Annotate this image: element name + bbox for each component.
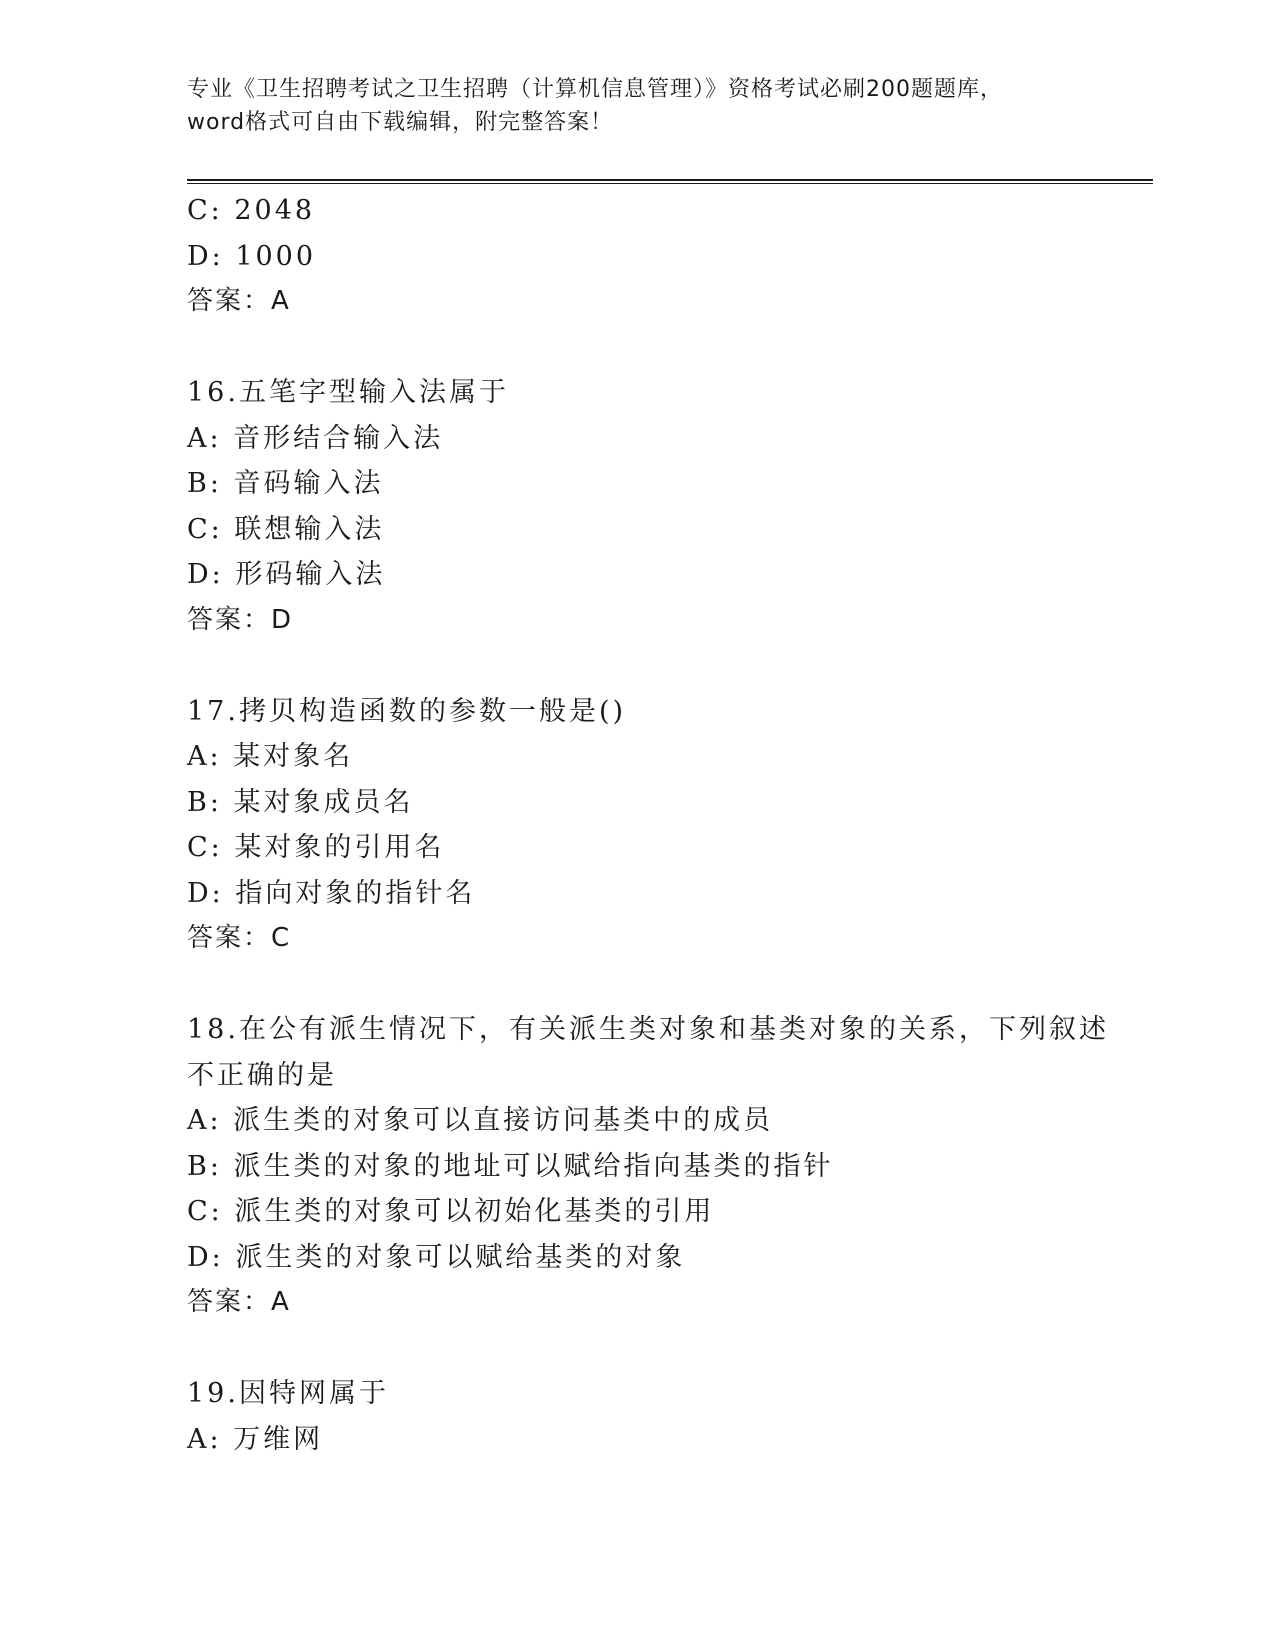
header-divider-thin	[187, 183, 1153, 184]
option-d: D: 1000	[187, 240, 317, 272]
question-17-text: 17.拷贝构造函数的参数一般是()	[187, 695, 627, 727]
question-list	[187, 188, 1127, 1462]
option-c: C: 2048	[187, 195, 316, 226]
option-a: A: 万维网	[187, 1423, 324, 1455]
option-b: B: 某对象成员名	[187, 786, 414, 818]
option-d: D: 指向对象的指针名	[187, 877, 476, 909]
answer-line: 答案：C	[187, 923, 292, 953]
option-a: A: 音形结合输入法	[187, 422, 444, 454]
option-a: A: 派生类的对象可以直接访问基类中的成员	[187, 1105, 774, 1136]
spacer	[187, 962, 1127, 1008]
answer-line: 答案：A	[187, 286, 291, 316]
option-c: C: 派生类的对象可以初始化基类的引用	[187, 1196, 715, 1227]
option-b: B: 音码输入法	[187, 468, 384, 499]
question-16-text: 16.五笔字型输入法属于	[187, 377, 509, 408]
header-title-line-1: 专业《卫生招聘考试之卫生招聘（计算机信息管理）》资格考试必刷200题题库，	[187, 77, 1003, 102]
answer-line: 答案：D	[187, 604, 294, 635]
header-title-line-2: word格式可自由下载编辑，附完整答案！	[187, 110, 614, 135]
question-18-text-line-2: 不正确的是	[187, 1059, 337, 1091]
option-c: C: 联想输入法	[187, 513, 385, 545]
spacer	[187, 1326, 1127, 1372]
header-divider-thick	[187, 179, 1153, 181]
document-header	[187, 73, 1087, 139]
question-18-text-line-1: 18.在公有派生情况下，有关派生类对象和基类对象的关系，下列叙述	[187, 1014, 1109, 1045]
option-a: A: 某对象名	[187, 741, 354, 772]
option-d: D: 派生类的对象可以赋给基类的对象	[187, 1241, 686, 1273]
spacer	[187, 643, 1127, 689]
option-b: B: 派生类的对象的地址可以赋给指向基类的指针	[187, 1150, 834, 1182]
answer-line: 答案：A	[187, 1287, 291, 1317]
option-d: D: 形码输入法	[187, 559, 386, 590]
option-c: C: 某对象的引用名	[187, 832, 445, 863]
spacer	[187, 325, 1127, 371]
question-19-text: 19.因特网属于	[187, 1378, 389, 1409]
